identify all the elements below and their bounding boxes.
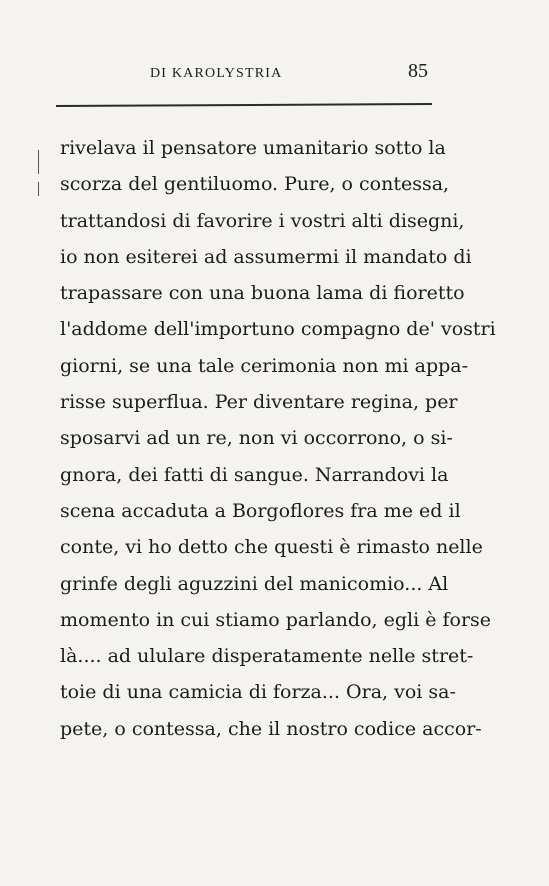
text-line: risse superflua. Per diventare regina, per xyxy=(60,391,458,414)
header-rule xyxy=(56,103,432,107)
running-title: DI KAROLYSTRIA xyxy=(150,66,283,81)
text-line: momento in cui stiamo parlando, egli è forse xyxy=(60,608,492,631)
text-line: rivelava il pensatore umanitario sotto la xyxy=(60,137,446,159)
text-line: l'addome dell'importuno compagno de' vostri xyxy=(60,318,496,341)
text-line: scena accaduta a Borgoflores fra me ed il xyxy=(60,499,461,522)
text-line: giorni, se una tale cerimonia non mi appa- xyxy=(60,354,469,377)
text-line: trapassare con una buona lama di fioretto xyxy=(60,282,465,305)
text-line: gnora, dei fatti di sangue. Narrandovi la xyxy=(60,463,449,486)
text-line: toie di una camicia di forza... Ora, voi sa- xyxy=(60,681,456,704)
text-line: trattandosi di favorire i vostri alti disegni, xyxy=(60,209,465,232)
text-line: grinfe degli aguzzini del manicomio... Al xyxy=(60,572,449,595)
text-line: io non esiterei ad assumermi il mandato di xyxy=(60,245,472,268)
margin-mark xyxy=(38,182,39,196)
text-line: pete, o contessa, che il nostro codice accor- xyxy=(60,717,482,740)
text-line: conte, vi ho detto che questi è rimasto nelle xyxy=(60,536,483,559)
text-line: là.... ad ululare disperatamente nelle stret- xyxy=(60,645,474,668)
page-number: 85 xyxy=(408,60,428,82)
margin-mark xyxy=(38,150,39,174)
text-line: sposarvi ad un re, non vi occorrono, o si- xyxy=(60,427,453,450)
text-line: scorza del gentiluomo. Pure, o contessa, xyxy=(60,173,450,196)
body-text xyxy=(60,130,496,747)
